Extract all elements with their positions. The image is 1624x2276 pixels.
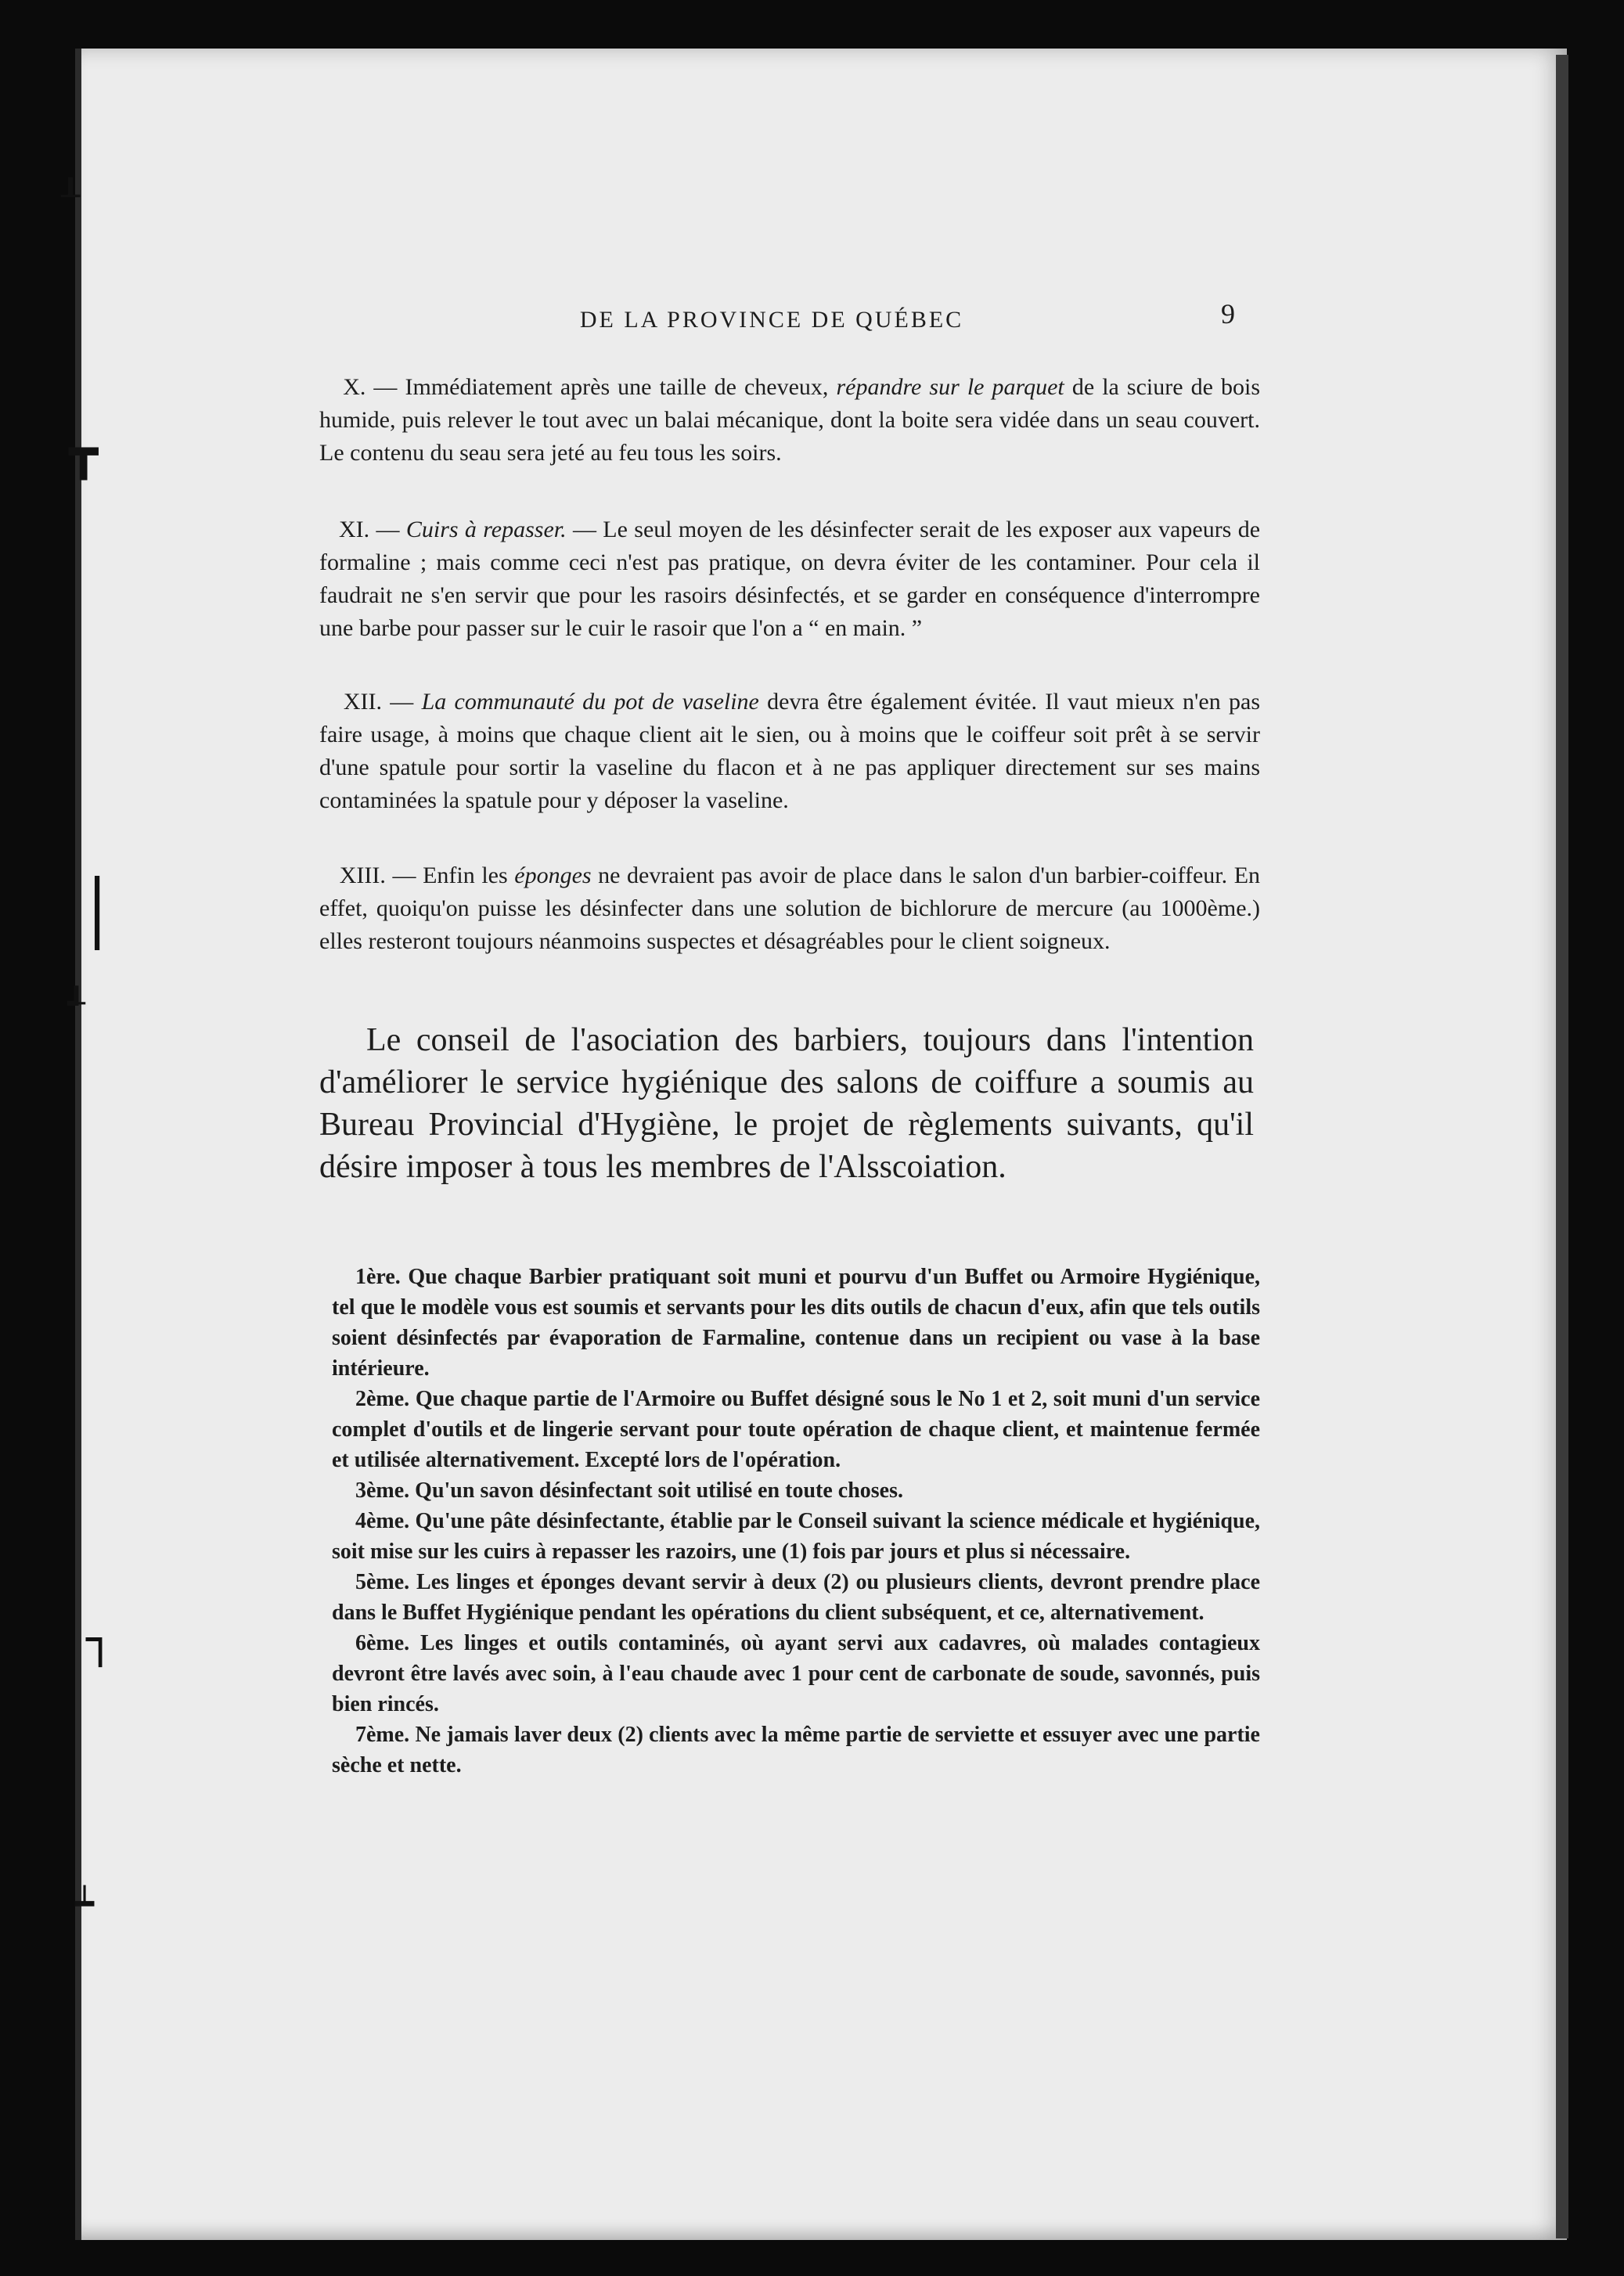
rule-item: 5ème. Les linges et éponges devant servir à deux (2) ou plusieurs clients, devront prendre place dans le Buffet Hygiénique pendant les opérations du client subséquent, et ce, alternativement. [332,1570,1260,1625]
section-lead: Enfin les [416,863,515,888]
rule-item: 4ème. Qu'une pâte désinfectante, établie par le Conseil suivant la science médicale et hygiénique, soit mise sur les cuirs à repasser les razoirs, une (1) fois par jours et plus si nécessaire. [332,1509,1260,1564]
section-text: ne devraient pas avoir de place dans le salon d'un barbier-coiffeur. En effet, quoiqu'on puisse les désinfecter dans une solution de bichlorure de mercure (au 1000ème.) elles resteront toujours néanmoins suspectes et désagréables pour le client soigneux. [319,863,1261,954]
page-number: 9 [1221,298,1235,330]
section-emphasis: éponges [514,863,592,888]
section-xi [319,513,1260,645]
section-text: — Le seul moyen de les désinfecter serait de les exposer aux vapeurs de formaline ; mais comme ceci n'est pas pratique, on devra éviter de les contaminer. Pour cela il faudrait ne s'en servir que pour les rasoirs désinfectés, et se garder en conséquence d'interrompre une barbe pour passer sur le cuir le rasoir que l'on a “ en main. ” [319,517,1261,641]
margin-mark-6: ┷ [75,1886,95,1922]
page-right-edge [1556,55,1568,2238]
section-numeral: XI. — [339,517,400,542]
margin-mark-2: ┳ [69,423,99,480]
section-emphasis: répandre sur le parquet [836,374,1064,400]
section-numeral: XII. — [343,689,414,715]
margin-mark-3: │ [78,877,117,949]
section-text: devra être également évitée. Il vaut mieux n'en pas faire usage, à moins que chaque client ait le sien, ou à moins que le coiffeur soit prêt à se servir d'une spatule pour sortir la vaseline du flacon et à ne pas appliquer directement sur ses mains contaminées la spatule pour y déposer la vaseline. [319,689,1261,813]
intro-paragraph [319,1019,1254,1188]
rule-item: 6ème. Les linges et outils contaminés, où ayant servi aux cadavres, où malades contagieux devront être lavés avec soin, à l'eau chaude avec 1 pour cent de carbonate de soude, savonnés, puis bien rincés. [332,1631,1260,1716]
section-xii [319,686,1260,817]
running-title: DE LA PROVINCE DE QUÉBEC [579,307,964,333]
rule-item: 7ème. Ne jamais laver deux (2) clients avec la même partie de serviette et essuyer avec une partie sèche et nette. [332,1723,1260,1777]
rules-list [332,1262,1260,1781]
rule-item: 2ème. Que chaque partie de l'Armoire ou Buffet désigné sous le No 1 et 2, soit muni d'un service complet d'outils et de lingerie servant pour toute opération de chaque client, et maintenue fermée et utilisée alternativement. Excepté lors de l'opération. [332,1387,1260,1472]
margin-mark-1: ┸ [61,178,81,214]
section-x [319,371,1260,470]
intro-text: Le conseil de l'asociation des barbiers, toujours dans l'intention d'améliorer le service hygiénique des salons de coiffure a soumis au Bureau Provincial d'Hygiène, le projet de règlements suivants, qu'il désire imposer à tous les membres de l'Alsscoiation. [319,1022,1254,1185]
section-numeral: X. — [343,374,398,400]
rule-item: 1ère. Que chaque Barbier pratiquant soit muni et pourvu d'un Buffet ou Armoire Hygiénique, tel que le modèle vous est soumis et servants pour les dits outils de chacun d'eux, afin que tels outils soient désinfectés par évaporation de Farmaline, contenue dans un recipient ou vase à la base intérieure. [332,1265,1260,1381]
margin-mark-5: ┐ [86,1612,115,1667]
section-xiii [319,859,1260,958]
section-emphasis: La communauté du pot de vaseline [421,689,759,715]
section-emphasis: Cuirs à repasser. [405,517,567,542]
margin-mark-4: ┹ [67,986,85,1021]
rule-item: 3ème. Qu'un savon désinfectant soit utilisé en toute choses. [355,1478,903,1503]
section-lead [400,517,406,542]
section-numeral: XIII. — [339,863,416,888]
section-lead: Immédiatement après une taille de cheveux, [397,374,837,400]
section-lead [413,689,421,715]
section-text: de la sciure de bois humide, puis relever le tout avec un balai mécanique, dont la boite sera vidée dans un seau couvert. Le contenu du seau sera jeté au feu tous les soirs. [319,374,1261,466]
